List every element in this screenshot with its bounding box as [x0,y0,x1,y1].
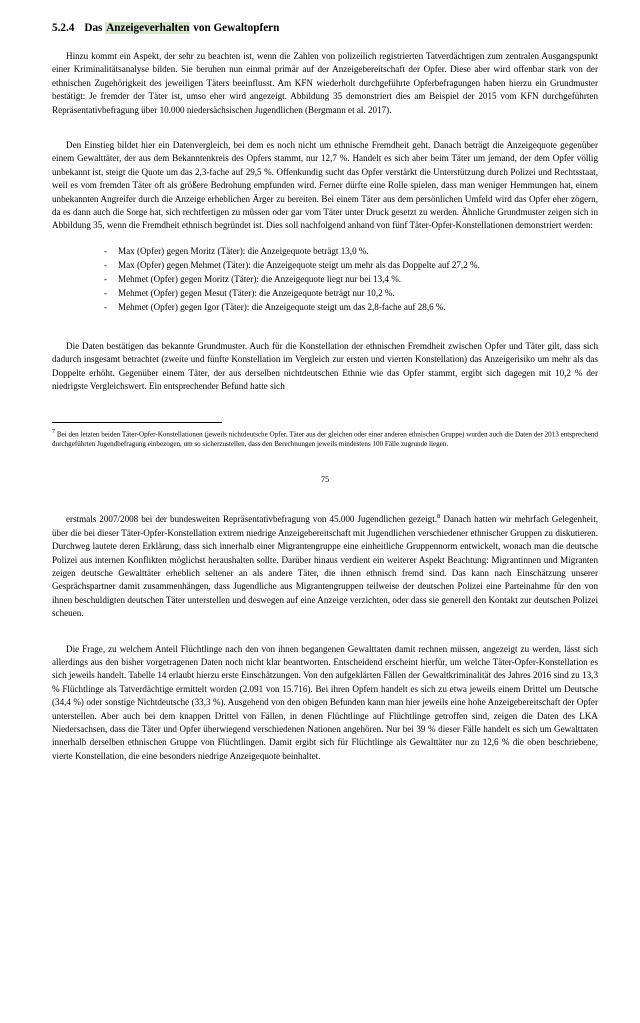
list-item: - Max (Opfer) gegen Mehmet (Täter): die Anzeigequote steigt um mehr als das Doppelte auf 27,2 %. [104,259,598,272]
paragraph-gap [52,129,598,139]
list-item: - Mehmet (Opfer) gegen Mesut (Täter): die Anzeigequote beträgt nur 10,2 %. [104,287,598,300]
list-gap [52,326,598,340]
section-number: 5.2.4 [52,22,75,34]
heading-text-before: Das [84,22,106,34]
paragraph-1: Hinzu kommt ein Aspekt, der sehr zu beachten ist, wenn die Zahlen von polizeilich registrierten Tatverdächtigen zum zentralen Ausgangspunkt einer Kriminalitätsanalyse bilden. Sie beruhen nun einmal primär auf der Anzeigebereitschaft der Opfer. Diese aber wird offenbar stark von der ethnischen Zugehörigkeit des jeweiligen Täters beeinflusst. Am KFN wiederholt durchgeführte Opferbefragungen haben hierzu ein Grundmuster bestätigt: Je fremder der Täter ist, umso eher wird angezeigt. Abbildung 35 demonstriert dies am Beispiel der 2015 vom KFN durchgeführten Repräsentativbefragung über 10.000 niedersächsischen Jugendlichen (Bergmann et al. 2017). [52,51,598,115]
paragraph-gap-2 [52,633,598,643]
section-title [84,22,279,34]
footnote-separator [52,422,222,423]
paragraph-4-post: Danach hatten wir mehrfach Gelegenheit, über die bei dieser Täter-Opfer-Konstellation extrem niedrige Anzeigebereitschaft mit Jugendlichen verschiedener ethnischer Gruppen zu diskutieren. Durchweg lautete deren Erklärung, dass sich innerhalb einer Migrantengruppe eine einheitliche Gruppennorm entwickelt, wonach man die deutsche Polizei aus internen Konflikten möglichst heraushalten sollte. Darüber hinaus verdient ein weiterer Aspekt Beachtung: Migrantinnen und Migranten zeigen deutsche Gewalttäter erheblich seltener an als andere Täter, die ihnen ethnisch fremd sind. Das kann nach Einschätzung unserer Gesprächspartner damit zusammenhängen, dass Jugendliche aus Migrantengruppen teilweise der deutschen Polizei eine Parteinahme für den von ihnen beschuldigten deutschen Täter unterstellen und deswegen auf eine Anzeige verzichten, oder dass sie generell den Kontakt zur deutschen Polizei scheuen. [52,514,598,619]
section-heading [52,22,598,34]
list-item: - Mehmet (Opfer) gegen Moritz (Täter): die Anzeigequote liegt nur bei 13,4 %. [104,273,598,286]
heading-highlight: Anzeigeverhalten [106,22,190,34]
paragraph-4-pre: erstmals 2007/2008 bei der bundesweiten Repräsentativbefragung von 45.000 Jugendlichen gezeigt. [66,514,438,525]
list-item: - Max (Opfer) gegen Moritz (Täter): die Anzeigequote beträgt 13,0 %. [104,245,598,258]
footnote-body: Bei den letzten beiden Täter-Opfer-Konstellationen (jeweils nichtdeutsche Opfer, Täter aus der gleichen oder einer anderen ethnischen Gruppe) wurden auch die Daten der 2013 entsprechend durchgeführten Jugendbefragung einbezogen, um so sicherzustellen, dass den Berechnungen jeweils mindestens 100 Fälle zugrunde liegen. [52,429,598,449]
footnote-marker: 7 [52,428,55,435]
paragraph-3: Die Daten bestätigen das bekannte Grundmuster. Auch für die Konstellation der ethnischen Fremdheit zwischen Opfer und Täter gilt, dass sich dadurch insgesamt betrachtet (zweite und fünfte Konstellation im Vergleich zur ersten und vierten Konstellation) das Anzeigerisiko um mehr als das Doppelte erhöht. Gegenüber einem Täter, der aus derselben nichtdeutschen Ethnie wie das Opfer stammt, ergibt sich dagegen mit 10,2 % der niedrigste Vergleichswert. Ein entsprechender Befund hatte sich [52,340,598,392]
footnote-gap [52,406,598,420]
paragraph-2: Den Einstieg bildet hier ein Datenvergleich, bei dem es noch nicht um ethnische Fremdheit geht. Danach beträgt die Anzeigequote gegenüber einem Gewalttäter, der aus dem Bekanntenkreis des Opfers stammt, nur 12,7 %. Handelt es sich aber beim Täter um jemand, der dem Opfer völlig unbekannt ist, steigt die Quote um das 2,3-fache auf 29,5 %. Offenkundig sucht das Opfer verstärkt die Unterstützung durch Polizei und Rechtsstaat, weil es vom fremden Täter oft als größere Bedrohung empfunden wird. Ferner dürfte eine Rolle spielen, dass man weniger Hemmungen hat, einem unbekannten Angreifer durch die Anzeige erheblichen Ärger zu bereiten. Bei einem Täter aus dem persönlichen Umfeld wird das Opfer eher zögern, da es dann auch die Sorge hat, sich rechtfertigen zu müssen oder gar vom Täter unter Druck gesetzt zu werden. Ähnliche Grundmuster zeigen sich in Abbildung 35, wenn die Fremdheit ethnisch begründet ist. Dies soll nachfolgend anhand von fünf Täter-Opfer-Konstellationen demonstriert werden: [52,140,598,231]
paragraph-4 [52,510,598,620]
page-number: 75 [320,475,330,485]
footnote-reference-8: 8 [437,513,441,521]
heading-text-after: von Gewaltopfern [190,22,280,34]
constellation-list [52,245,598,314]
paragraph-5: Die Frage, zu welchem Anteil Flüchtlinge nach den von ihnen begangenen Gewalttaten damit rechnen müssen, angezeigt zu werden, lässt sich allerdings aus den bisher vorgetragenen Daten noch nicht klar beantworten. Entscheidend erscheint hierfür, um welche Täter-Opfer-Konstellation es sich jeweils handelt. Tabelle 14 erlaubt hierzu erste Einschätzungen. Von den aufgeklärten Fällen der Gewaltkriminalität des Jahres 2016 sind zu 13,3 % Flüchtlinge als Tatverdächtige ermittelt worden (2.091 von 15.716). Bei ihren Opfern handelt es sich zu etwa jeweils einem Drittel um Deutsche (34,4 %) oder sonstige Nichtdeutsche (33,3 %). Ausgehend von den obigen Befunden kann man hier jeweils eine hohe Anzeigebereitschaft der Opfer unterstellen. Aber auch bei dem knappen Drittel von Fällen, in denen Flüchtlinge auf Flüchtlinge getroffen sind, zeigen die Daten des LKA Niedersachsen, dass die Täter und Opfer überwiegend verschiedenen Nationen angehören. Nur bei 39 % dieser Fälle handelt es sich um Gewalttaten innerhalb derselben ethnischen Gruppe von Flüchtlingen. Damit ergibt sich für Flüchtlinge als Gewalttäter nur zu 12,6 % die oben beschriebene, vierte Konstellation, die eine besonders niedrige Anzeigequote beinhaltet. [52,643,598,761]
list-item: - Mehmet (Opfer) gegen Igor (Täter): die Anzeigequote steigt um das 2,8-fache auf 28,6 %. [104,301,598,314]
footnote-text [52,427,598,450]
